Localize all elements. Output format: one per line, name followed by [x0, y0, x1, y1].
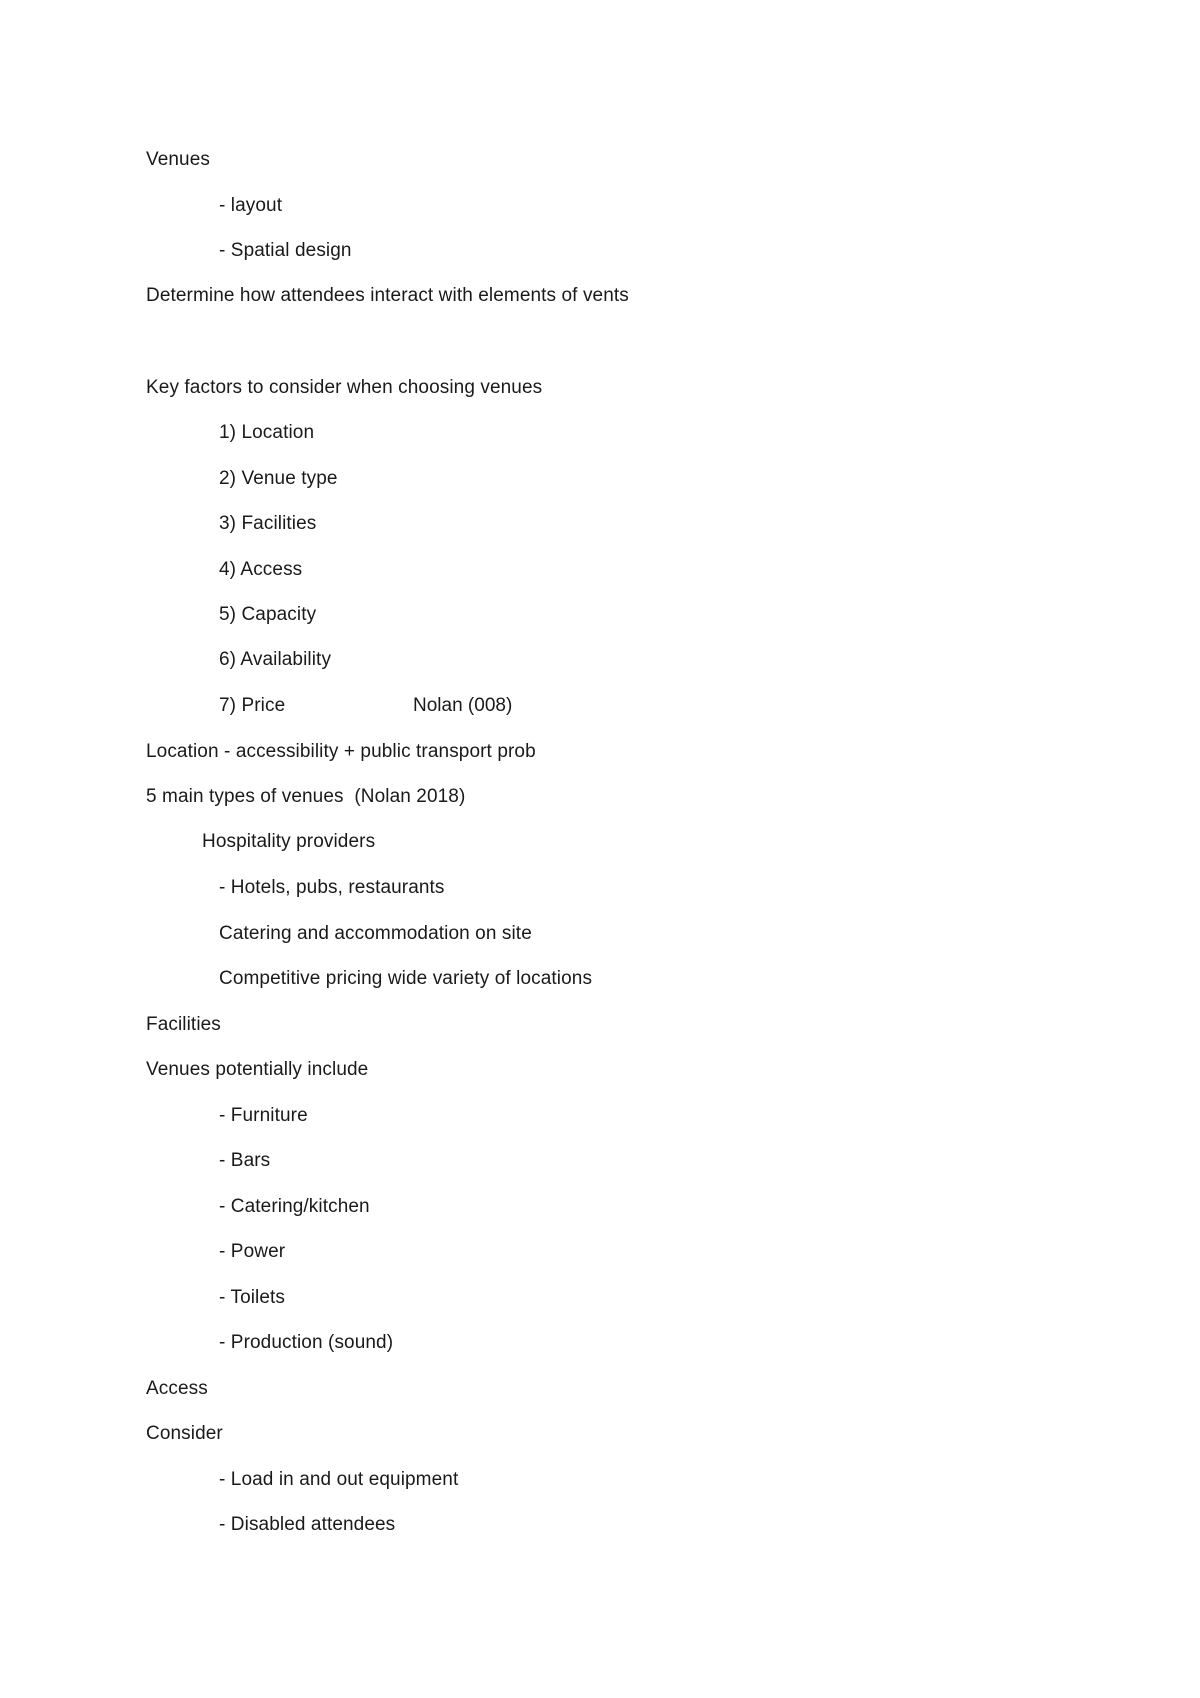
heading-venues: Venues — [146, 149, 210, 170]
list-item-furniture: - Furniture — [219, 1105, 308, 1126]
paragraph-consider: Consider — [146, 1423, 223, 1444]
list-item-availability: 6) Availability — [219, 649, 332, 670]
subheading-hospitality: Hospitality providers — [202, 831, 376, 852]
list-item-venue-type: 2) Venue type — [219, 468, 338, 489]
list-item-access: 4) Access — [219, 559, 303, 580]
list-item-capacity: 5) Capacity — [219, 604, 317, 625]
list-item-toilets: - Toilets — [219, 1287, 286, 1308]
paragraph-location: Location - accessibility + public transport prob — [146, 741, 536, 762]
list-item-load-equipment: - Load in and out equipment — [219, 1469, 459, 1490]
list-item-facilities: 3) Facilities — [219, 513, 317, 534]
list-item-bars: - Bars — [219, 1150, 271, 1171]
list-item-layout: - layout — [219, 195, 283, 216]
list-item-power: - Power — [219, 1241, 286, 1262]
paragraph-determine: Determine how attendees interact with elements of vents — [146, 285, 629, 306]
paragraph-main-types: 5 main types of venues (Nolan 2018) — [146, 786, 466, 807]
list-item-production: - Production (sound) — [219, 1332, 394, 1353]
list-item-catering-kitchen: - Catering/kitchen — [219, 1196, 370, 1217]
heading-key-factors: Key factors to consider when choosing venues — [146, 377, 543, 398]
paragraph-competitive-pricing: Competitive pricing wide variety of locations — [219, 968, 593, 989]
list-item-location: 1) Location — [219, 422, 315, 443]
list-item-hotels: - Hotels, pubs, restaurants — [219, 877, 445, 898]
citation-nolan-008: Nolan (008) — [413, 695, 513, 716]
paragraph-catering-accommodation: Catering and accommodation on site — [219, 923, 532, 944]
paragraph-venues-include: Venues potentially include — [146, 1059, 369, 1080]
list-item-price: 7) Price — [219, 695, 286, 716]
heading-access: Access — [146, 1378, 208, 1399]
list-item-spatial-design: - Spatial design — [219, 240, 352, 261]
heading-facilities: Facilities — [146, 1014, 221, 1035]
list-item-disabled-attendees: - Disabled attendees — [219, 1514, 396, 1535]
